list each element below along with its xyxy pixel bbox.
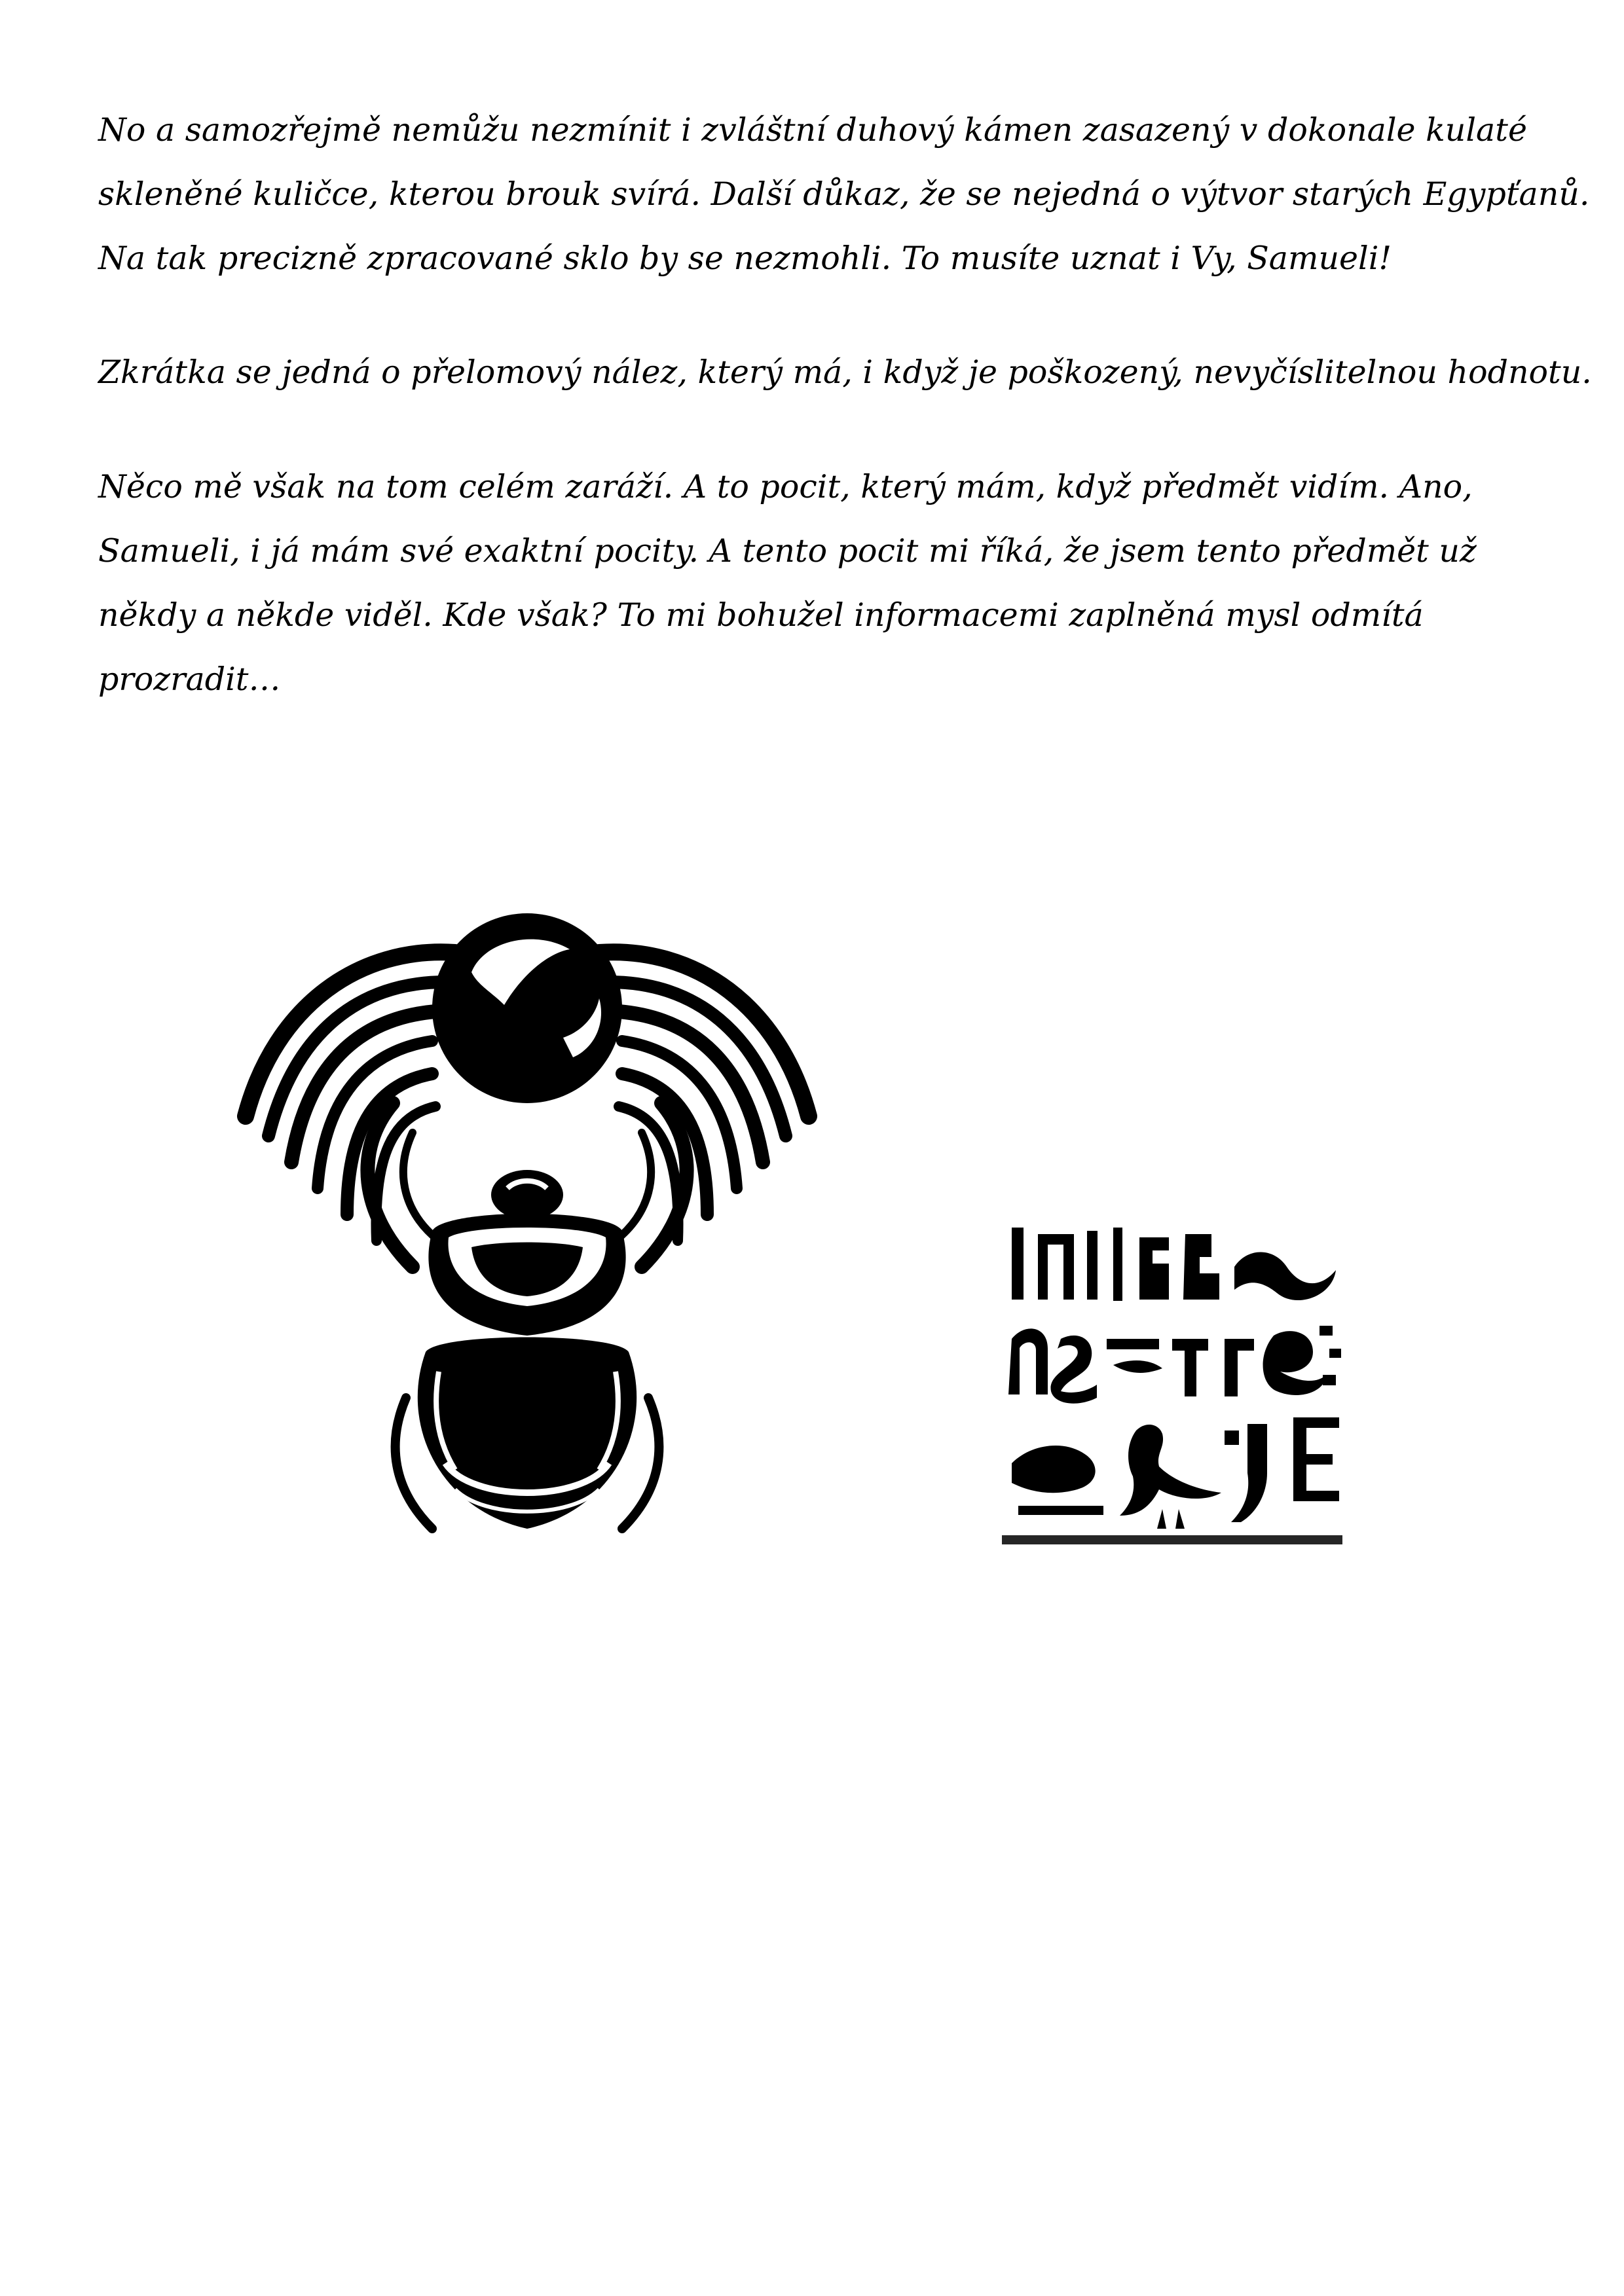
hieroglyph-fragment-icon: [999, 1208, 1365, 1568]
text-line: někdy a někde viděl. Kde však? To mi bohužel informacemi zaplněná mysl odmítá: [98, 596, 1424, 634]
text-line: Zkrátka se jedná o přelomový nález, který má, i když je poškozený, nevyčíslitelnou hodnotu.: [98, 354, 1592, 391]
winged-scarab-icon: [196, 900, 858, 1561]
paragraph-glass-sphere: [98, 98, 1590, 291]
paragraph-breakthrough-find: [98, 340, 1592, 405]
text-line: skleněné kuličce, kterou brouk svírá. Další důkaz, že se nejedná o výtvor starých Egypťanů.: [98, 175, 1590, 213]
text-line: No a samozřejmě nemůžu nezmínit i zvláštní duhový kámen zasazený v dokonale kulaté: [98, 111, 1527, 149]
paragraph-strange-feeling: [98, 455, 1552, 712]
text-line: Samueli, i já mám své exaktní pocity. A tento pocit mi říká, že jsem tento předmět už: [98, 532, 1477, 570]
text-line: Něco mě však na tom celém zaráží. A to pocit, který mám, když předmět vidím. Ano,: [98, 468, 1473, 505]
text-line: prozradit…: [98, 661, 281, 698]
text-line: Na tak precizně zpracované sklo by se nezmohli. To musíte uznat i Vy, Samueli!: [98, 240, 1392, 277]
